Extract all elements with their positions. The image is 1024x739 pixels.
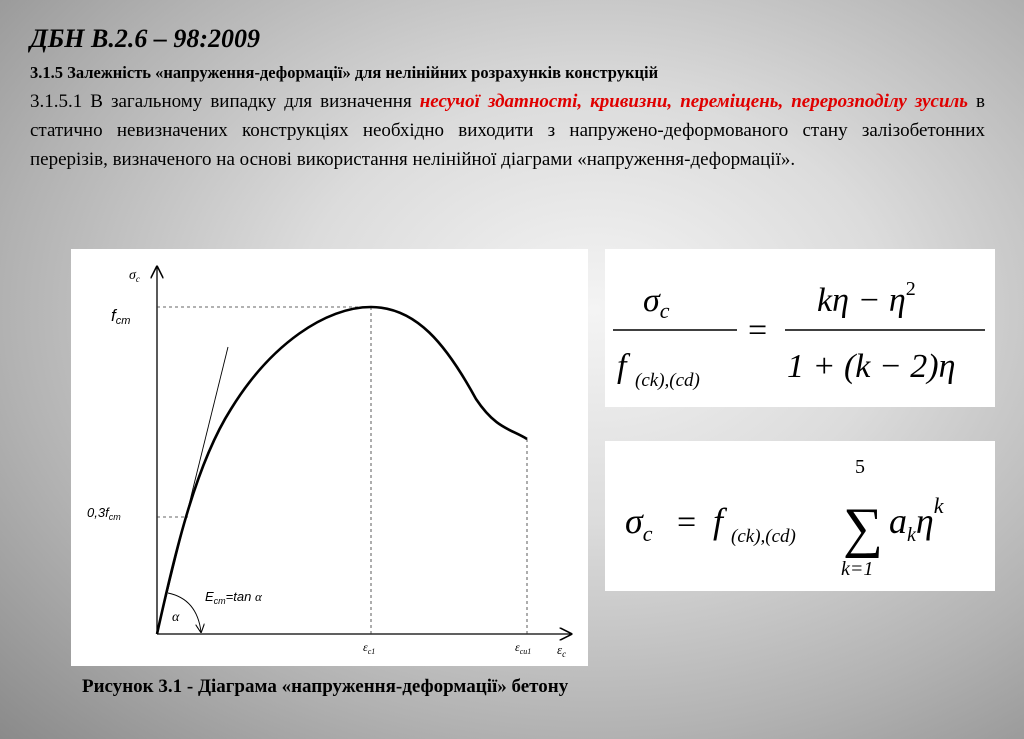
formula2-sum-upper-limit: 5 [855, 456, 865, 478]
formula1-denominator: 1 + (k − 2)η [787, 348, 956, 385]
stress-strain-curve [157, 307, 527, 634]
section-heading: 3.1.5 Залежність «напруження-деформації» для нелінійних розрахунків конструкцій [30, 63, 659, 82]
stress-strain-diagram [71, 249, 588, 666]
paragraph-text-start: 3.1.5.1 В загальному випадку для визначення [30, 91, 420, 112]
formula1-equals: = [748, 312, 768, 349]
formula2-term: $a_k\eta^k$ [889, 493, 944, 546]
alpha-label: α [172, 610, 180, 625]
formula-polynomial-svg [605, 441, 995, 591]
body-paragraph [30, 87, 985, 174]
fcm03-label: $0,3f_{cm}$ [87, 505, 121, 522]
formula2-sigma: $\sigma_c$ [625, 501, 653, 546]
ec1-label: $\varepsilon_{c1}$ [363, 640, 376, 656]
formula-ratio [605, 249, 995, 407]
formula1-sigma: $\sigma_c$ [643, 282, 670, 323]
formula-ratio-svg [605, 249, 995, 407]
page-title: ДБН В.2.6 – 98:2009 [30, 24, 261, 53]
ecm-label: $E_{cm}=\tan$ α [205, 589, 262, 606]
formula1-f-subscript: (ck),(cd) [635, 370, 700, 391]
fcm-label: fcm [111, 306, 131, 327]
formula-polynomial [605, 441, 995, 591]
formula2-equals: = [677, 504, 697, 541]
formula2-sum-symbol: ∑ [843, 497, 883, 559]
diagram-svg [71, 249, 588, 666]
formula2-f-subscript: (ck),(cd) [731, 526, 796, 547]
paragraph-text-end: в статично невизначених конструкціях необхідно виходити з напружено-деформованого стану залізобетонних перерізів, визначеного на основі використання нелінійної діаграми «напруження-деформації». [30, 91, 985, 170]
ecu1-label: $\varepsilon_{cu1}$ [515, 640, 532, 656]
figure-caption: Рисунок 3.1 - Діаграма «напруження-деформації» бетону [82, 676, 569, 697]
formula1-numerator: $k\eta - \eta^2$ [817, 278, 916, 319]
x-axis-label: $\varepsilon_c$ [557, 642, 567, 659]
y-axis-label: $\sigma_c$ [129, 268, 140, 284]
formula2-f: f [713, 501, 724, 541]
formula2-sum-lower-limit: k=1 [841, 558, 874, 580]
formula1-f: f [617, 348, 627, 385]
paragraph-highlight: несучої здатності, кривизни, переміщень, перерозподілу зусиль [419, 91, 968, 112]
